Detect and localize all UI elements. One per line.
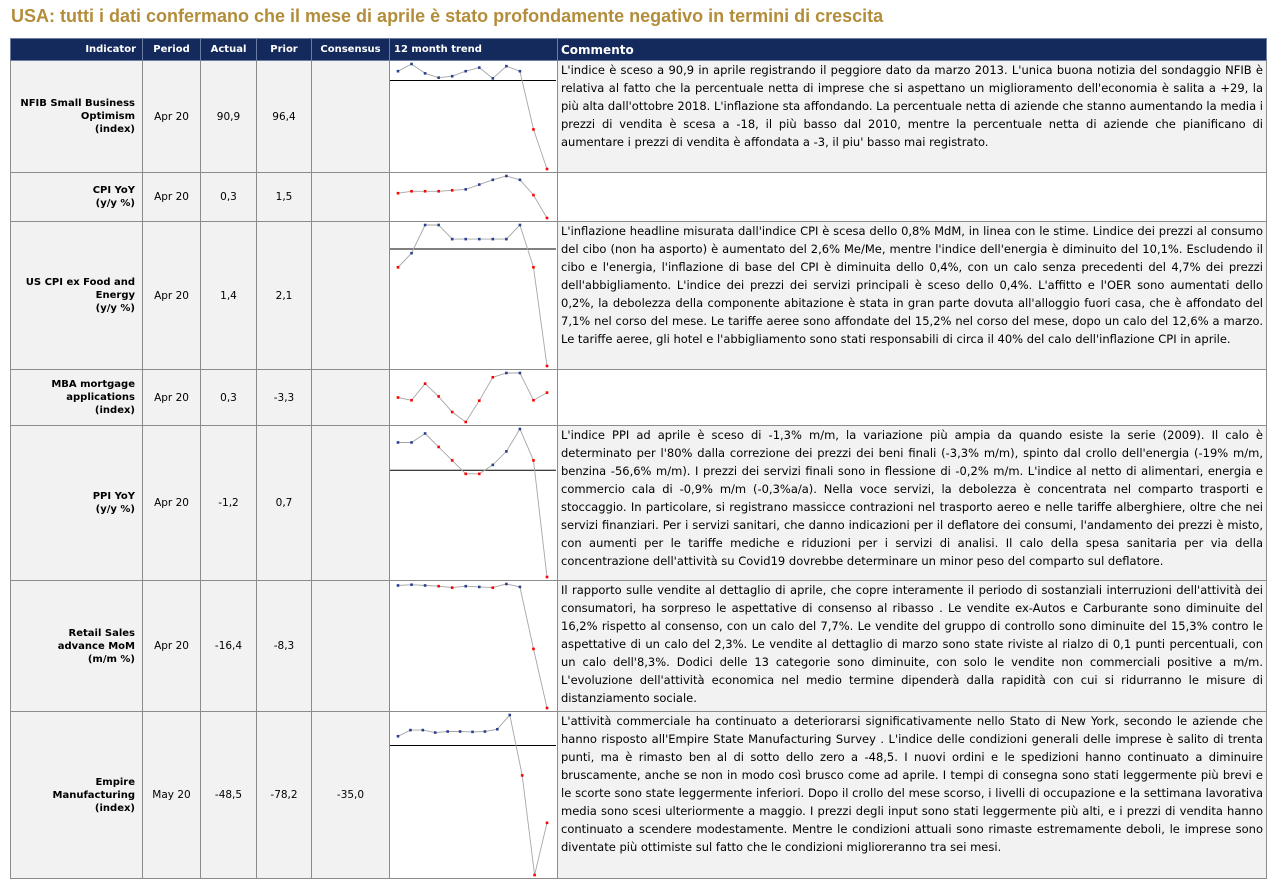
trend-point — [410, 583, 413, 586]
indicator-line: advance MoM — [57, 640, 135, 652]
trend-point — [508, 714, 511, 717]
trend-point — [492, 586, 495, 589]
trend-point — [397, 584, 400, 587]
trend-point — [492, 464, 495, 467]
trend-point — [437, 76, 440, 79]
trend-point — [397, 266, 400, 269]
indicator-cell — [11, 581, 143, 712]
trend-cell — [390, 173, 558, 222]
table-row — [11, 173, 1267, 222]
consensus-cell — [312, 370, 390, 426]
comment-cell: L'indice è sceso a 90,9 in aprile registrando il peggiore dato da marzo 2013. L'unica buona notizia del sondaggio NFIB è relativa al fatto che la percentuale netta di imprese che si aspettano un miglioramento dell'economia è salita a +29, la più alta dall'ottobre 2018. L'inflazione sta affondando. La percentuale netta di aziende che stanno aumentando la media i prezzi di vendita è scesa a -18, il più basso dal 2010, mentre la percentuale netta di aziende che pianificano di aumentare i prezzi di vendita è affondata a -3, il piu' basso mai registrato. — [558, 61, 1267, 173]
trend-point — [464, 473, 467, 476]
trend-point — [451, 586, 454, 589]
prior-cell: 96,4 — [257, 61, 312, 173]
trend-point — [546, 707, 549, 710]
trend-point — [451, 189, 454, 192]
indicator-line: US CPI ex Food and — [25, 277, 135, 288]
consensus-cell: -35,0 — [312, 712, 390, 879]
trend-sparkline — [390, 61, 556, 172]
trend-point — [451, 459, 454, 462]
trend-point — [505, 65, 508, 68]
table-row — [11, 426, 1267, 581]
trend-point — [464, 421, 467, 424]
consensus-cell — [312, 173, 390, 222]
trend-point — [492, 238, 495, 241]
table-row — [11, 370, 1267, 426]
trend-point — [519, 224, 522, 227]
trend-line — [398, 64, 547, 169]
trend-point — [532, 399, 535, 402]
indicator-line: MBA mortgage — [51, 379, 135, 390]
trend-point — [437, 585, 440, 588]
trend-point — [451, 75, 454, 78]
trend-point — [492, 77, 495, 80]
trend-point — [505, 583, 508, 586]
actual-cell: -16,4 — [201, 581, 257, 712]
trend-cell — [390, 712, 558, 879]
trend-point — [464, 188, 467, 191]
indicator-line: (index) — [94, 802, 135, 814]
indicator-line: PPI YoY — [92, 491, 135, 502]
table-row — [11, 712, 1267, 879]
trend-point — [397, 396, 400, 399]
trend-point — [410, 399, 413, 402]
consensus-cell — [312, 581, 390, 712]
period-cell: Apr 20 — [143, 370, 201, 426]
trend-point — [519, 179, 522, 182]
trend-point — [505, 175, 508, 178]
trend-point — [424, 72, 427, 75]
indicator-cell — [11, 370, 143, 426]
trend-point — [492, 179, 495, 182]
trend-point — [532, 194, 535, 197]
table-row — [11, 222, 1267, 370]
indicator-line: (y/y %) — [95, 198, 135, 209]
consensus-cell — [312, 222, 390, 370]
header-period: Period — [143, 39, 201, 61]
trend-point — [434, 731, 437, 734]
prior-cell: -8,3 — [257, 581, 312, 712]
trend-point — [532, 128, 535, 131]
trend-sparkline — [390, 581, 556, 711]
trend-point — [409, 729, 412, 732]
page-title: USA: tutti i dati confermano che il mese di aprile è stato profondamente negativo in termini di crescita — [11, 6, 884, 26]
header-consensus: Consensus — [312, 39, 390, 61]
trend-point — [424, 190, 427, 193]
trend-point — [397, 70, 400, 73]
trend-point — [464, 585, 467, 588]
trend-point — [519, 428, 522, 431]
header-trend: 12 month trend — [390, 39, 558, 61]
trend-point — [505, 238, 508, 241]
trend-line — [398, 225, 547, 366]
trend-point — [424, 584, 427, 587]
trend-point — [424, 432, 427, 435]
trend-cell — [390, 222, 558, 370]
header-indicator: Indicator — [11, 39, 143, 61]
consensus-cell — [312, 426, 390, 581]
trend-point — [464, 238, 467, 241]
trend-point — [478, 238, 481, 241]
header-comment: Commento — [558, 39, 1267, 61]
trend-sparkline — [390, 712, 556, 878]
trend-point — [532, 459, 535, 462]
trend-line — [398, 715, 547, 875]
trend-point — [464, 70, 467, 73]
indicator-line: (m/m %) — [87, 653, 135, 665]
trend-cell — [390, 581, 558, 712]
trend-point — [505, 450, 508, 453]
trend-point — [546, 168, 549, 171]
trend-point — [437, 446, 440, 449]
trend-point — [519, 372, 522, 375]
comment-cell: L'attività commerciale ha continuato a deteriorarsi significativamente nello Stato di New York, secondo le aziende che hanno risposto all'Empire State Manufacturing Survey . L'indice delle condizioni generali delle imprese è salito di trenta punti, ma è rimasto ben al di sotto dello zero a -48,5. I nuovi ordini e le spedizioni hanno continuato a diminuire bruscamente, anche se non in modo così brusco come ad aprile. I tempi di consegna sono stati leggermente più brevi e le scorte sono state leggermente inferiori. Dopo il crollo del mese scorso, i livelli di occupazione e la settimana lavorativa media sono scesi ulteriormente a maggio. I prezzi degli input sono stati leggermente più alti, e i prezzi di vendita hanno continuato a scendere modestamente. Mentre le condizioni attuali sono rimaste estremamente deboli, le imprese sono diventate più ottimiste sul fatto che le condizioni miglioreranno tra sei mesi. — [558, 712, 1267, 879]
indicator-cell — [11, 173, 143, 222]
trend-point — [546, 217, 549, 220]
trend-sparkline — [390, 173, 556, 221]
trend-line — [398, 176, 547, 218]
trend-point — [437, 190, 440, 193]
trend-sparkline — [390, 370, 556, 425]
indicator-line: Empire Manufacturing — [52, 776, 135, 801]
comment-cell — [558, 370, 1267, 426]
trend-point — [397, 192, 400, 195]
table-row — [11, 581, 1267, 712]
trend-point — [410, 63, 413, 66]
trend-line — [398, 373, 547, 422]
trend-point — [410, 441, 413, 444]
trend-point — [424, 382, 427, 385]
actual-cell: 90,9 — [201, 61, 257, 173]
trend-point — [521, 774, 524, 777]
indicator-line: (y/y %) — [95, 504, 135, 515]
prior-cell: 0,7 — [257, 426, 312, 581]
indicator-line: NFIB Small Business — [20, 98, 135, 109]
indicator-line: Energy — [95, 290, 135, 301]
trend-point — [496, 728, 499, 731]
header-prior: Prior — [257, 39, 312, 61]
comment-cell — [558, 173, 1267, 222]
trend-point — [424, 224, 427, 227]
indicator-line: Retail Sales — [68, 627, 135, 639]
table-row — [11, 61, 1267, 173]
indicator-line: (index) — [94, 405, 135, 416]
indicator-cell — [11, 712, 143, 879]
trend-point — [397, 441, 400, 444]
actual-cell: 0,3 — [201, 370, 257, 426]
trend-point — [451, 238, 454, 241]
trend-sparkline — [390, 222, 556, 369]
trend-point — [478, 473, 481, 476]
trend-point — [484, 730, 487, 733]
actual-cell: 0,3 — [201, 173, 257, 222]
header-actual: Actual — [201, 39, 257, 61]
actual-cell: -1,2 — [201, 426, 257, 581]
trend-point — [546, 576, 549, 579]
consensus-cell — [312, 61, 390, 173]
actual-cell: -48,5 — [201, 712, 257, 879]
trend-point — [410, 190, 413, 193]
trend-line — [398, 584, 547, 708]
trend-point — [546, 391, 549, 394]
period-cell: Apr 20 — [143, 222, 201, 370]
trend-point — [546, 365, 549, 368]
indicator-line: (y/y %) — [95, 303, 135, 314]
trend-point — [533, 874, 536, 877]
trend-point — [422, 729, 425, 732]
trend-point — [505, 372, 508, 375]
trend-cell — [390, 426, 558, 581]
trend-point — [437, 395, 440, 398]
trend-point — [478, 66, 481, 69]
trend-point — [410, 252, 413, 255]
indicator-line: (index) — [94, 124, 135, 135]
trend-point — [478, 586, 481, 589]
trend-cell — [390, 61, 558, 173]
trend-point — [532, 648, 535, 651]
table-header-row — [11, 39, 1267, 61]
period-cell: Apr 20 — [143, 426, 201, 581]
period-cell: May 20 — [143, 712, 201, 879]
indicator-cell — [11, 426, 143, 581]
economic-data-table — [10, 38, 1267, 879]
prior-cell: -78,2 — [257, 712, 312, 879]
period-cell: Apr 20 — [143, 61, 201, 173]
prior-cell: 2,1 — [257, 222, 312, 370]
trend-point — [437, 224, 440, 227]
trend-point — [397, 735, 400, 738]
trend-point — [451, 411, 454, 414]
comment-cell: L'inflazione headline misurata dall'indice CPI è scesa dello 0,8% MdM, in linea con le stime. Lindice dei prezzi al consumo del cibo (non ha asporto) è aumentato del 2,6% Me/Me, mentre l'indice dell'energia è diminuito del 10,1%. Escludendo il cibo e l'energia, l'inflazione di base del CPI è diminuita dello 0,4%, con un calo senza precedenti del 4,7% dei prezzi dell'abbigliamento. L'indice dei prezzi dei servizi principali è sceso dello 0,4%. L'affitto e l'OER sono aumentati dello 0,2%, la debolezza della componente abitazione è stata in gran parte dovuta all'alloggio fuori casa, che è affondato del 7,1% nel corso del mese. Le tariffe aeree sono affondate del 15,2% nel corso del mese, dopo un calo del 12,6% a marzo. Le tariffe aeree, gli hotel e l'abbigliamento sono stati responsabili di circa il 40% del calo dell'inflazione CPI in aprile. — [558, 222, 1267, 370]
period-cell: Apr 20 — [143, 581, 201, 712]
trend-point — [478, 399, 481, 402]
trend-point — [446, 730, 449, 733]
indicator-line: applications — [66, 392, 135, 403]
trend-point — [532, 266, 535, 269]
indicator-cell — [11, 61, 143, 173]
actual-cell: 1,4 — [201, 222, 257, 370]
trend-cell — [390, 370, 558, 426]
indicator-cell — [11, 222, 143, 370]
trend-point — [519, 70, 522, 73]
trend-point — [478, 183, 481, 186]
trend-point — [492, 376, 495, 379]
indicator-line: Optimism — [80, 111, 135, 122]
comment-cell: Il rapporto sulle vendite al dettaglio di aprile, che copre interamente il periodo di sostanziali interruzioni dell'attività dei consumatori, ha sorpreso le aspettative di consenso al ribasso . Le vendite ex-Autos e Carburante sono diminuite del 16,2% rispetto al consenso, con un calo del 7,7%. Le vendite del gruppo di controllo sono diminuite del 15,3% contro le aspettative di un calo del 2,3%. Le vendite al dettaglio di marzo sono state riviste al rialzo di 0,1 punti percentuali, con un calo dell'8,3%. Dodici delle 13 categorie sono diminuite, con solo le vendite non commerciali positive a m/m. L'evoluzione dell'attività economica nel medio termine dipenderà dalla rapidità con cui si ridurranno le misure di distanziamento sociale. — [558, 581, 1267, 712]
trend-point — [546, 822, 549, 825]
prior-cell: 1,5 — [257, 173, 312, 222]
indicator-line: CPI YoY — [92, 185, 135, 196]
prior-cell: -3,3 — [257, 370, 312, 426]
trend-point — [459, 730, 462, 733]
trend-line — [398, 429, 547, 577]
trend-sparkline — [390, 426, 556, 580]
comment-cell: L'indice PPI ad aprile è sceso di -1,3% m/m, la variazione più ampia da quando esiste la serie (2009). Il calo è determinato per l'80% dalla correzione dei prezzi dei beni finali (-3,3% m/m), spinto dal crollo dell'energia (-19% m/m, benzina -56,6% m/m). I prezzi dei servizi finali sono in flessione di -0,2% m/m. L'indice al netto di alimentari, energia e commercio cala di -0,9% m/m (-0,3%a/a). Nella voce servizi, la debolezza è concentrata nel comparto trasporti e stoccaggio. In particolare, si registrano massicce contrazioni nel trasporto aereo e nelle tariffe alberghiere, oltre che nei servizi finanziari. Per i servizi sanitari, che danno indicazioni per il deflatore dei consumi, l'andamento dei prezzi è misto, con aumenti per le tariffe mediche e riduzioni per i servizi di analisi. Il calo della spesa sanitaria per via della concentrazione dell'attività su Covid19 dovrebbe determinare un minor peso del comparto sul deflatore. — [558, 426, 1267, 581]
trend-point — [471, 731, 474, 734]
trend-point — [519, 586, 522, 589]
period-cell: Apr 20 — [143, 173, 201, 222]
